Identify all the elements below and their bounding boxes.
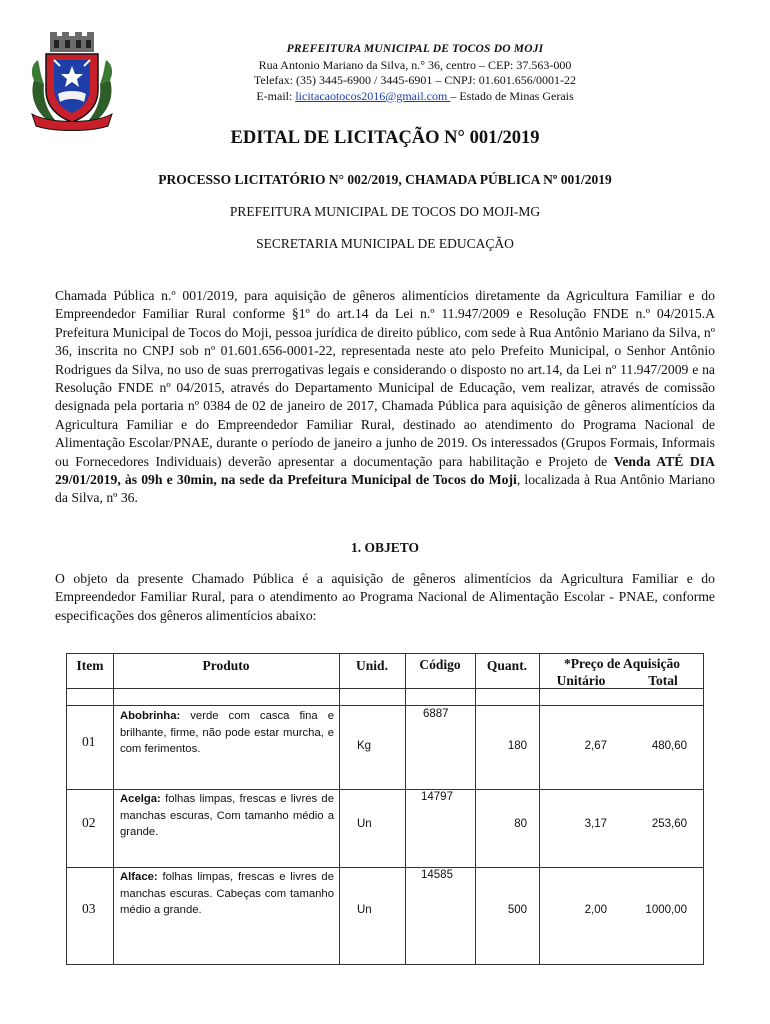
header-item: Item	[76, 658, 104, 673]
letterhead-org: PREFEITURA MUNICIPAL DE TOCOS DO MOJI	[286, 43, 544, 55]
row-1-codigo: 6887	[423, 708, 449, 720]
letterhead-phones: Telefax: (35) 3445-6900 / 3445-6901 – CNPJ: 01.601.656/0001-22	[253, 73, 577, 87]
intro-paragraph	[55, 287, 715, 508]
row-1-total: 480,60	[651, 740, 687, 752]
document-subtitle: PROCESSO LICITATÓRIO N° 002/2019, CHAMADA PÚBLICA Nº 001/2019	[158, 172, 612, 187]
row-1-product-name: Abobrinha:	[120, 710, 181, 722]
header-total: Total	[648, 673, 678, 688]
letterhead-email-line	[220, 89, 610, 105]
row-1-product	[120, 708, 334, 758]
row-2-codigo: 14797	[421, 791, 453, 803]
header-unitario: Unitário	[556, 673, 606, 688]
letterhead-address: Rua Antonio Mariano da Silva, n.° 36, centro – CEP: 37.563-000	[258, 57, 572, 72]
row-2-unid: Un	[357, 818, 372, 830]
objeto-paragraph: O objeto da presente Chamado Pública é a aquisição de gêneros alimentícios da Agricultura Familiar e do Empreendedor Familiar Rural, para o atendimento ao Programa Nacional de Alimentação Escolar - PNAE, conforme especificações dos gêneros alimentícios abaixo:	[55, 571, 715, 623]
intro-tail: , localizada à Rua Antônio Mariano da Silva, nº 36.	[55, 472, 716, 506]
row-1-product-desc: verde com casca fina e brilhante, firme, não pode estar murcha, e com ferimentos.	[120, 710, 334, 755]
document-title: EDITAL DE LICITAÇÃO N° 001/2019	[230, 128, 540, 148]
row-1-item: 01	[82, 734, 96, 749]
row-3-product-desc: folhas limpas, frescas e livres de manchas escuras. Cabeças com tamanho médio a grande.	[120, 871, 334, 916]
row-3-codigo: 14585	[421, 869, 453, 881]
intro-text: Chamada Pública n.º 001/2019, para aquisição de gêneros alimentícios diretamente da Agricultura Familiar e do Empreendedor Familiar Rural conforme §1º do art.14 da Lei n.º 11.947/2009 e Resolução FNDE n.º 04/2015.A Prefeitura Municipal de Tocos do Moji, pessoa jurídica de direito público, com sede à Rua Antônio Mariano da Silva, nº 36, inscrita no CNPJ sob nº 01.601.656-0001-22, representada neste ato pelo Prefeito Municipal, o Senhor Antônio Rodrigues da Silva, no uso de suas prerrogativas legais e considerando o disposto no art.14, da Lei nº 11.947/2009 e na Resolução FNDE nº 04/2015, através do Departamento Municipal de Educação, vem realizar, através de comissão designada pela portaria nº 0384 de 02 de janeiro de 2017, Chamada Pública para aquisição de gêneros alimentícios da Agricultura Familiar e do Empreendedor Familiar Rural, destinado ao atendimento do Programa Nacional de Alimentação Escolar/PNAE, durante o período de janeiro a junho de 2019. Os interessados (Grupos Formais, Informais ou Fornecedores Individuais) deverão apresentar a documentação para habilitação e Projeto de	[55, 288, 715, 469]
row-3-product-name: Alface:	[120, 871, 158, 883]
intro-bold-deadline: Venda ATÉ DIA 29/01/2019, às 09h e 30min, na sede da Prefeitura Municipal de Tocos do Moji	[55, 453, 715, 488]
department-line: SECRETARIA MUNICIPAL DE EDUCAÇÃO	[256, 236, 514, 251]
row-3-product	[120, 869, 334, 919]
row-3-item: 03	[82, 901, 96, 916]
email-link[interactable]: licitacaotocos2016@gmail.com	[295, 88, 451, 103]
email-suffix: – Estado de Minas Gerais	[450, 88, 574, 103]
row-3-total: 1000,00	[645, 904, 687, 916]
row-2-total: 253,60	[651, 818, 687, 830]
row-1-quant: 180	[507, 740, 527, 752]
row-2-unitario: 3,17	[584, 818, 607, 830]
row-1-unitario: 2,67	[584, 740, 607, 752]
row-1-unid: Kg	[357, 740, 372, 752]
issuer-line: PREFEITURA MUNICIPAL DE TOCOS DO MOJI-MG	[229, 204, 541, 219]
row-3-quant: 500	[507, 904, 527, 916]
header-quant: Quant.	[486, 658, 528, 673]
row-2-item: 02	[82, 815, 96, 830]
row-2-quant: 80	[514, 818, 527, 830]
row-3-unid: Un	[357, 904, 372, 916]
section-title-objeto: 1. OBJETO	[350, 540, 420, 555]
header-preco: *Preço de Aquisição	[564, 656, 680, 671]
row-2-product	[120, 791, 334, 841]
row-3-unitario: 2,00	[584, 904, 607, 916]
header-codigo: Código	[419, 657, 461, 672]
row-2-product-name: Acelga:	[120, 793, 161, 805]
row-2-product-desc: folhas limpas, frescas e livres de manchas escuras, Com tamanho médio a grande.	[120, 793, 334, 838]
email-prefix: E-mail:	[256, 88, 296, 103]
products-table	[66, 653, 704, 965]
letterhead	[220, 42, 610, 104]
municipal-crest-icon	[20, 30, 124, 134]
header-unid: Unid.	[356, 658, 388, 673]
header-produto: Produto	[202, 658, 250, 673]
